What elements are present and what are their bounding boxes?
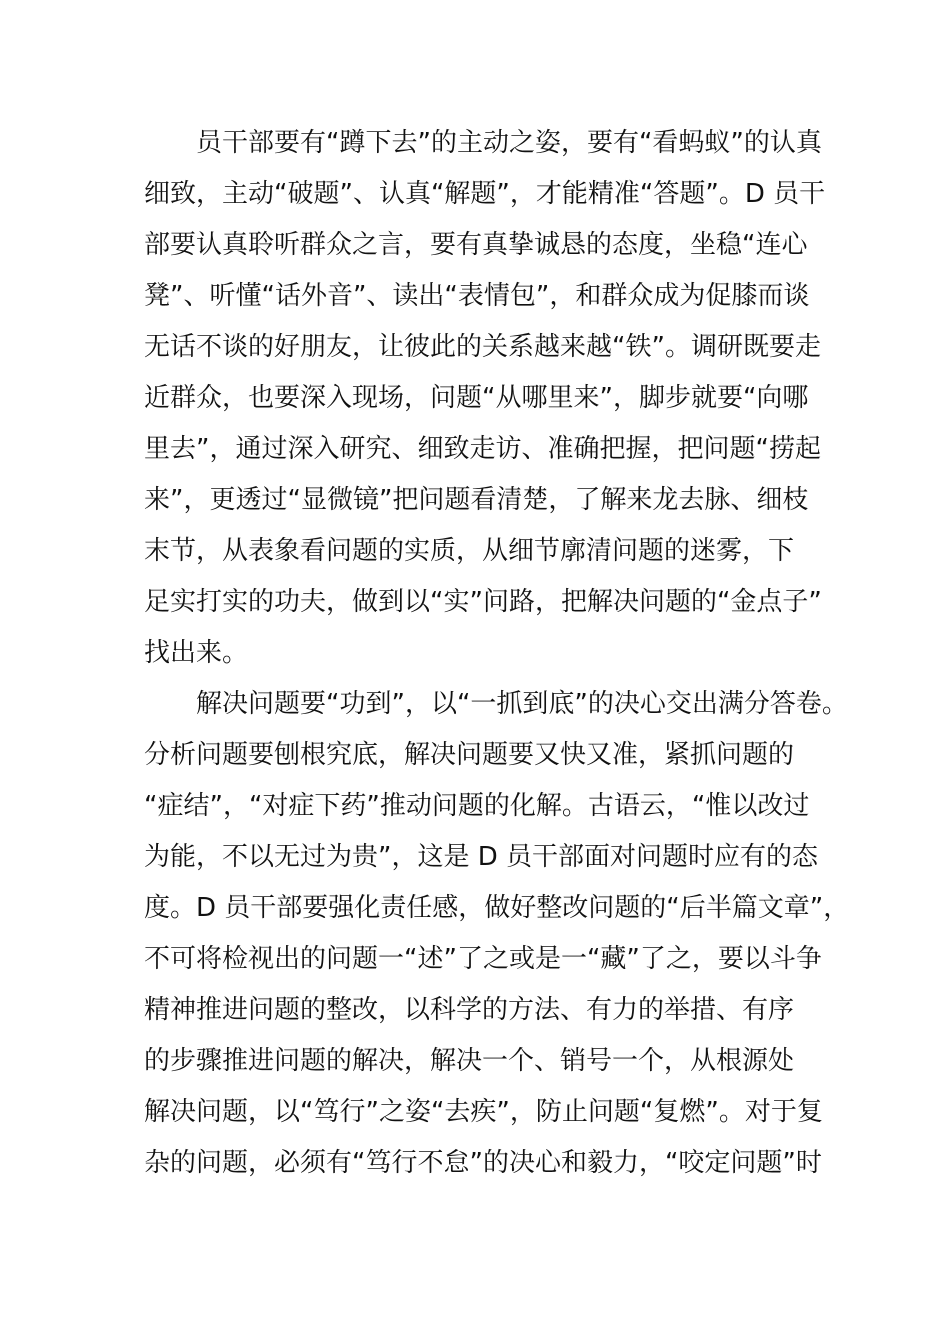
text-line: 度。D 员干部要强化责任感，做好整改问题的“后半篇文章”，: [144, 893, 850, 923]
text-line: 里去”，通过深入研究、细致走访、准确把握，把问题“捞起: [144, 434, 821, 464]
text-line: 细致，主动“破题”、认真“解题”，才能精准“答题”。D 员干: [144, 179, 826, 209]
paragraph-2: [144, 679, 850, 1189]
text-line: 末节，从表象看问题的实质，从细节廓清问题的迷雾，下: [144, 536, 795, 566]
text-line: 凳”、听懂“话外音”、读出“表情包”，和群众成为促膝而谈: [144, 281, 810, 311]
text-line: 的步骤推进问题的解决，解决一个、销号一个，从根源处: [144, 1046, 795, 1076]
text-line: 来”，更透过“显微镜”把问题看清楚，了解来龙去脉、细枝: [144, 485, 809, 515]
paragraph-1: [144, 118, 826, 679]
text-line: 足实打实的功夫，做到以“实”问路，把解决问题的“金点子”: [144, 587, 822, 617]
text-line: 不可将检视出的问题一“述”了之或是一“藏”了之，要以斗争: [144, 944, 822, 974]
text-line: “症结”，“对症下药”推动问题的化解。古语云，“惟以改过: [144, 791, 810, 821]
text-line: 近群众，也要深入现场，问题“从哪里来”，脚步就要“向哪: [144, 383, 809, 413]
text-line: 员干部要有“蹲下去”的主动之姿，要有“看蚂蚁”的认真: [196, 128, 822, 158]
text-line: 精神推进问题的整改，以科学的方法、有力的举措、有序: [144, 995, 795, 1025]
text-line: 解决问题，以“笃行”之姿“去疾”，防止问题“复燃”。对于复: [144, 1097, 823, 1127]
text-line: 为能，不以无过为贵”，这是 D 员干部面对问题时应有的态: [144, 842, 819, 872]
text-line: 找出来。: [144, 638, 249, 668]
text-line: 分析问题要刨根究底，解决问题要又快又准，紧抓问题的: [144, 740, 795, 770]
document-body: [144, 118, 850, 1189]
text-line: 解决问题要“功到”，以“一抓到底”的决心交出满分答卷。: [196, 689, 848, 719]
text-line: 部要认真聆听群众之言，要有真挚诚恳的态度，坐稳“连心: [144, 230, 808, 260]
text-line: 杂的问题，必须有“笃行不怠”的决心和毅力，“咬定问题”时: [144, 1148, 822, 1178]
text-line: 无话不谈的好朋友，让彼此的关系越来越“铁”。调研既要走: [144, 332, 821, 362]
